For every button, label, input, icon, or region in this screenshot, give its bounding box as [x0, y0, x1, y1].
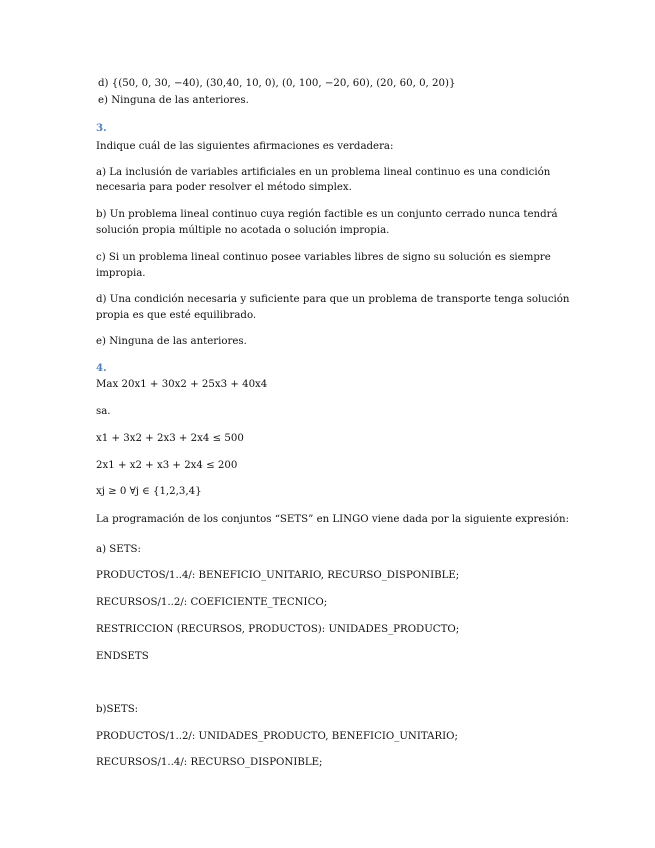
q4-option-a-heading: a) SETS:: [96, 544, 141, 555]
q4-option-b-line2: RECURSOS/1..4/: RECURSO_DISPONIBLE;: [96, 757, 323, 768]
q3-option-e: e) Ninguna de las anteriores.: [96, 336, 247, 347]
q4-objective: Max 20x1 + 30x2 + 25x3 + 40x4: [96, 379, 268, 390]
q4-option-a-line4: ENDSETS: [96, 651, 149, 662]
q4-option-b-heading: b)SETS:: [96, 704, 139, 715]
q4-prompt: La programación de los conjuntos “SETS” en LINGO viene dada por la siguiente expresión:: [96, 514, 570, 525]
q4-option-b-line1: PRODUCTOS/1..2/: UNIDADES_PRODUCTO, BENEFICIO_UNITARIO;: [96, 731, 458, 742]
q3-option-c-line2: impropia.: [96, 268, 146, 279]
q2-option-d: d) {(50, 0, 30, −40), (30,40, 10, 0), (0, 100, −20, 60), (20, 60, 0, 20)}: [98, 78, 456, 89]
q4-option-a-line3: RESTRICCION (RECURSOS, PRODUCTOS): UNIDADES_PRODUCTO;: [96, 624, 460, 635]
q3-option-c-line1: c) Si un problema lineal continuo posee variables libres de signo su solución es siempre: [96, 252, 551, 263]
q4-option-a-line2: RECURSOS/1..2/: COEFICIENTE_TECNICO;: [96, 597, 328, 608]
q4-constraint-2: 2x1 + x2 + x3 + 2x4 ≤ 200: [96, 460, 238, 471]
question-3-prompt: Indique cuál de las siguientes afirmaciones es verdadera:: [96, 141, 394, 152]
q3-option-a-line1: a) La inclusión de variables artificiales en un problema lineal continuo es una condición: [96, 167, 551, 178]
q4-constraint-1: x1 + 3x2 + 2x3 + 2x4 ≤ 500: [96, 433, 244, 444]
q3-option-d-line2: propia es que esté equilibrado.: [96, 310, 257, 321]
q4-subject-to: sa.: [96, 406, 111, 417]
q3-option-a-line2: necesaria para poder resolver el método simplex.: [96, 182, 352, 193]
q3-option-b-line2: solución propia múltiple no acotada o solución impropia.: [96, 225, 390, 236]
question-3-number: 3.: [96, 122, 107, 134]
q3-option-d-line1: d) Una condición necesaria y suficiente para que un problema de transporte tenga solución: [96, 294, 570, 305]
q4-domain: xj ≥ 0 ∀j ∈ {1,2,3,4}: [96, 486, 202, 497]
question-4-number: 4.: [96, 362, 107, 374]
q2-option-e: e) Ninguna de las anteriores.: [98, 95, 249, 106]
q4-option-a-line1: PRODUCTOS/1..4/: BENEFICIO_UNITARIO, RECURSO_DISPONIBLE;: [96, 570, 460, 581]
q3-option-b-line1: b) Un problema lineal continuo cuya región factible es un conjunto cerrado nunca tendrá: [96, 209, 558, 220]
